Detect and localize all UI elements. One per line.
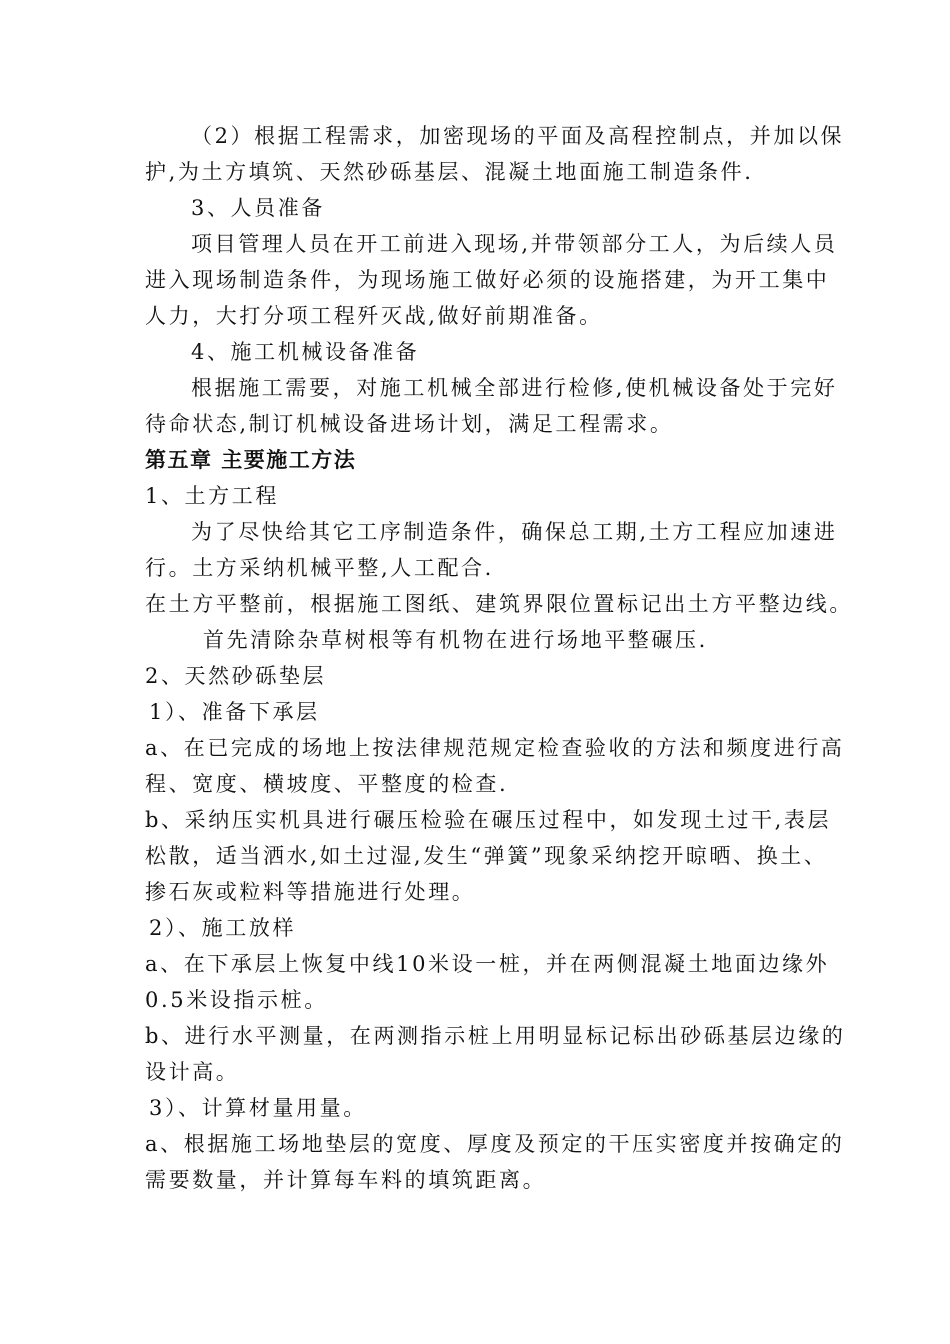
text-line: 在土方平整前，根据施工图纸、建筑界限位置标记出土方平整边线。 bbox=[145, 592, 853, 616]
chapter-heading: 第五章 主要施工方法 bbox=[145, 448, 357, 472]
document-body bbox=[145, 118, 853, 1198]
text-line: 2）、施工放样 bbox=[149, 916, 297, 940]
text-line: a、根据施工场地垫层的宽度、厚度及预定的干压实密度并按确定的 bbox=[145, 1132, 845, 1156]
text-line: 0.5米设指示桩。 bbox=[145, 988, 328, 1012]
text-line: 4、施工机械设备准备 bbox=[191, 340, 420, 364]
text-line: 为了尽快给其它工序制造条件，确保总工期,土方工程应加速进 bbox=[191, 520, 838, 544]
text-line: 设计高。 bbox=[145, 1060, 240, 1084]
text-line: 首先清除杂草树根等有机物在进行场地平整碾压. bbox=[203, 628, 708, 652]
text-line: 待命状态,制订机械设备进场计划，满足工程需求。 bbox=[145, 412, 674, 436]
text-line: 需要数量，并计算每车料的填筑距离。 bbox=[145, 1168, 547, 1192]
text-line: 根据施工需要，对施工机械全部进行检修,使机械设备处于完好 bbox=[191, 376, 838, 400]
text-line: 掺石灰或粒料等措施进行处理。 bbox=[145, 880, 476, 904]
text-line: 进入现场制造条件，为现场施工做好必须的设施搭建，为开工集中 bbox=[145, 268, 830, 292]
text-line: 3）、计算材量用量。 bbox=[149, 1096, 367, 1120]
text-line: 1、土方工程 bbox=[145, 484, 279, 508]
text-line: 人力，大打分项工程歼灭战,做好前期准备。 bbox=[145, 304, 603, 328]
text-line: a、在已完成的场地上按法律规范规定检查验收的方法和频度进行高 bbox=[145, 736, 845, 760]
text-line: 2、天然砂砾垫层 bbox=[145, 664, 327, 688]
text-line: b、采纳压实机具进行碾压检验在碾压过程中，如发现土过干,表层 bbox=[145, 808, 832, 832]
text-line: 程、宽度、横坡度、平整度的检查. bbox=[145, 772, 509, 796]
text-line: 1）、准备下承层 bbox=[149, 700, 320, 724]
text-line: 3、人员准备 bbox=[191, 196, 325, 220]
text-line: 松散，适当洒水,如土过湿,发生“弹簧”现象采纳挖开晾晒、换土、 bbox=[145, 844, 828, 868]
text-line: 护,为土方填筑、天然砂砾基层、混凝土地面施工制造条件. bbox=[145, 160, 754, 184]
text-line: （2）根据工程需求，加密现场的平面及高程控制点，并加以保 bbox=[191, 124, 845, 148]
text-line: 行。土方采纳机械平整,人工配合. bbox=[145, 556, 494, 580]
text-line: 项目管理人员在开工前进入现场,并带领部分工人，为后续人员 bbox=[191, 232, 838, 256]
text-line: a、在下承层上恢复中线10米设一桩，并在两侧混凝土地面边缘外 bbox=[145, 952, 830, 976]
text-line: b、进行水平测量，在两测指示桩上用明显标记标出砂砾基层边缘的 bbox=[145, 1024, 846, 1048]
